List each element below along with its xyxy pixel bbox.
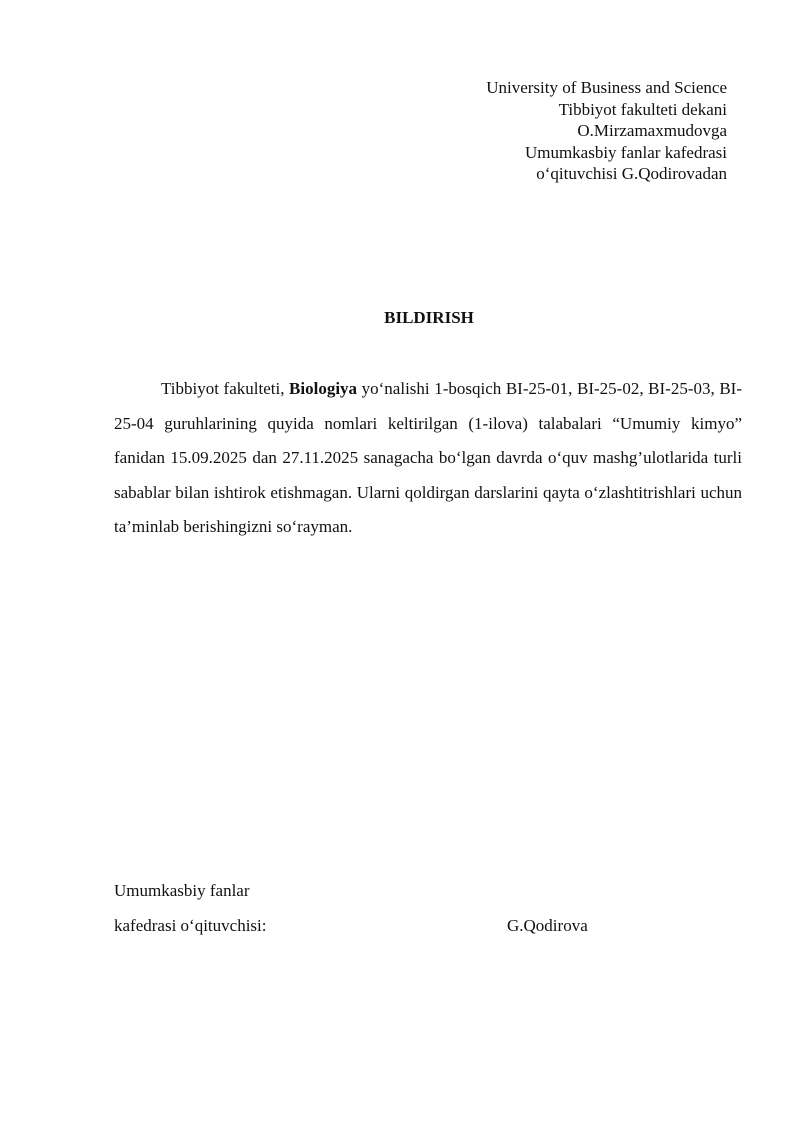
signature-block	[114, 873, 742, 943]
body-paragraph	[114, 372, 742, 545]
document-title: BILDIRISH	[384, 308, 474, 327]
signature-position-line1: Umumkasbiy fanlar	[114, 881, 250, 900]
addressee-line-dean-title: Tibbiyot fakulteti dekani	[558, 99, 727, 119]
signature-row-1	[114, 873, 742, 908]
body-text-start: Tibbiyot fakulteti,	[161, 379, 290, 398]
signature-row-2	[114, 908, 742, 943]
addressee-line-dean-name: O.Mirzamaxmudovga	[577, 121, 727, 140]
signature-name: G.Qodirova	[507, 916, 588, 935]
addressee-line-department: Umumkasbiy fanlar kafedrasi	[524, 142, 727, 162]
addressee-block	[327, 77, 727, 185]
addressee-line-sender: o‘qituvchisi G.Qodirovadan	[536, 164, 727, 183]
body-text-rest: yo‘nalishi 1-bosqich BI-25-01, BI-25-02, BI-25-03, BI-25-04 guruhlarining quyida nomlari keltirilgan (1-ilova) talabalari “Umumiy kimyo” fanidan 15.09.2025 dan 27.11.2025 sanagacha bo‘lgan davrda o‘quv mashg’ulotlarida turli sabablar bilan ishtirok etishmagan. Ularni qoldirgan darslarini qayta o‘zlashtitrishlari uchun ta’minlab berishingizni so‘rayman.	[114, 379, 742, 536]
addressee-line-university: University of Business and Science	[486, 78, 727, 97]
signature-position-line2: kafedrasi o‘qituvchisi:	[114, 916, 267, 935]
body-text-bold: Biologiya	[289, 379, 358, 398]
